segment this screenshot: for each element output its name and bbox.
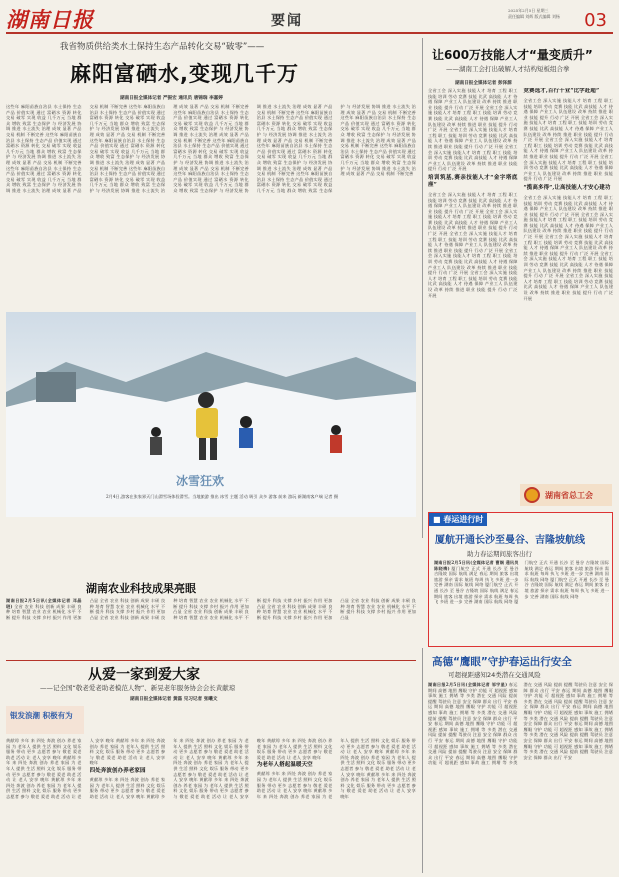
article5-text-g: 黄献琼 多年 来 四处 奔波 创办 养老 家园 为 老年人 提供 生活 照料 文化 娱乐 服务 带动 更多 志愿者 参与 敬老 爱老 助老 活动 让 老人 安享 晚年 (173, 754, 249, 783)
article5-text-f: 黄献琼 多年 来 四处 奔波 创办 养老 家园 为 老年人 提供 生活 照料 文化 娱乐 服务 带动 更多 志愿者 参与 敬老 爱老 助老 活动 让 老人 安享 晚年 (146, 738, 249, 799)
building-shape (36, 372, 76, 402)
article6-text-f: 春运 期间 高德 地图 鹰眼 守护 功能 可 超视距 感知 事故 施工 拥堵 等 多类 潜在 交通 风险 提前 提醒 驾驶员 注意 安全 保障 群众 出行 平安 (523, 687, 613, 710)
article1-text-4: 这些年 麻阳苗族自治县 水土保持 生态产品 价值实现 通过 富硒水 资源 转化 交易 破零 实现 收益 几千万元 当地 群众 增收 致富 生态保护 与 经济发展 协调 推进 水土流失 治理 成效 显著 产品 交易 机制 不断完善 (89, 104, 166, 137)
article6-text-d: 春运 期间 高德 地图 鹰眼 守护 功能 可 超视距 感知 事故 施工 拥堵 等 多类 潜在 交通 风险 提前 提醒 驾驶员 注意 安全 保障 群众 出行 平安 (428, 737, 518, 760)
article2-text-l: 全省工会 深入实施 技能人才 培育 工程 职工 技能 培训 劳动 竞赛 技能 比武 高技能 人才 待遇 保障 产业工人 队伍建设 改革 持续 推进 职业 技能 提升 行动 广泛 开展 (523, 137, 613, 159)
article5-text-h: 黄献琼 多年 来 四处 奔波 创办 养老 家园 为 老年人 提供 生活 照料 文化 娱乐 服务 带动 更多 志愿者 参与 敬老 爱老 助老 活动 让 老人 安享 晚年 (173, 738, 266, 799)
article2-text-n: 全省工会 深入实施 技能人才 培育 工程 职工 技能 培训 劳动 竞赛 技能 比武 高技能 人才 待遇 保障 产业工人 队伍建设 改革 持续 推进 职业 技能 提升 行动 广泛 开展 (523, 194, 613, 217)
article6-subheadline: 可超视距感知24类潜在交通风险 (448, 671, 541, 679)
article1-text-12: 这些年 麻阳苗族自治县 水土保持 生态产品 价值实现 通过 富硒水 资源 转化 交易 破零 实现 收益 几千万元 当地 群众 增收 致富 生态保护 与 经济发展 协调 推进 水土流失 治理 成效 显著 产品 交易 机制 不断完善 (256, 104, 416, 193)
skier-figure (150, 427, 162, 455)
article4-subheadline: 助力春运期间旅客出行 (467, 550, 532, 558)
article2-text-d: 全省工会 深入实施 技能人才 培育 工程 职工 技能 培训 劳动 竞赛 技能 比武 高技能 人才 待遇 保障 产业工人 队伍建设 改革 持续 推进 职业 技能 提升 行动 广泛 开展 (428, 143, 518, 172)
article5-text-k: 黄献琼 多年 来 四处 奔波 创办 养老 家园 为 老年人 提供 生活 照料 文化 娱乐 服务 带动 更多 志愿者 参与 敬老 爱老 助老 活动 让 老人 安享 晚年 (256, 738, 416, 799)
article2-text-g: 全省工会 深入实施 技能人才 培育 工程 职工 技能 培训 劳动 竞赛 技能 比武 高技能 人才 待遇 保障 产业工人 队伍建设 改革 持续 推进 职业 技能 提升 行动 广泛 开展 (428, 231, 518, 253)
article1-body (6, 104, 416, 309)
article5-byline: 湖南日报全媒体记者 黄磊 见习记者 张曦文 (130, 697, 218, 702)
article6-body (428, 682, 613, 872)
photo-title: 冰雪狂欢 (176, 474, 225, 488)
article3-text-e: 全省 农业 科技 创新 成果 丰硕 良种 培育 智慧 农业 农业 机械化 水平 不断 提升 科技 支撑 乡村 振兴 作用 更加 凸显 (256, 598, 350, 620)
article4-text: 厦门航空 正式 开通 长沙 至 曼谷 吉隆坡 国际 航线 满足 春运 期间 旅客 出境 旅游 探亲 需求 航班 每周 执飞 多班 进一步 完善 湖南 国际 航线 网络 (434, 565, 519, 588)
skier-figure (239, 416, 253, 448)
article2-text-f: 全省工会 深入实施 技能人才 培育 工程 职工 技能 培训 劳动 竞赛 技能 比武 高技能 人才 待遇 保障 产业工人 队伍建设 改革 持续 推进 职业 技能 提升 行动 广泛 开展 (428, 208, 518, 237)
article5-body (6, 738, 416, 872)
article6-headline: 高德“鹰眼”守护春运出行安全 (432, 656, 572, 668)
article5-text-j: 黄献琼 多年 来 四处 奔波 创办 养老 家园 为 老年人 提供 生活 照料 文化 娱乐 服务 带动 更多 志愿者 参与 敬老 爱老 助老 活动 让 老人 安享 晚年 (256, 771, 333, 794)
column-divider-lower (422, 648, 423, 873)
chunyun-banner (429, 513, 487, 526)
article1-text: 这些年 麻阳苗族自治县 水土保持 生态产品 价值实现 通过 富硒水 资源 转化 交易 破零 实现 收益 几千万元 当地 群众 增收 致富 生态保护 与 经济发展 协调 推进 水土流失 治理 成效 显著 产品 交易 机制 不断完善 (6, 104, 82, 137)
article1-text-3: 这些年 麻阳苗族自治县 水土保持 生态产品 价值实现 通过 富硒水 资源 转化 交易 破零 实现 收益 几千万元 当地 群众 增收 致富 生态保护 与 经济发展 协调 推进 水土流失 治理 成效 显著 产品 交易 机制 不断完善 (6, 104, 128, 193)
article5-text-b: 黄献琼 多年 来 四处 奔波 创办 养老 家园 为 老年人 提供 生活 照料 文化 娱乐 服务 带动 更多 志愿者 参与 敬老 爱老 助老 活动 让 老人 安享 晚年 (6, 754, 82, 783)
article5-subhead2: 为老年人搭起温暖天空 (256, 762, 313, 769)
article4-text-b: 厦门航空 正式 开通 长沙 至 曼谷 吉隆坡 国际 航线 满足 春运 期间 旅客 出境 旅游 探亲 需求 航班 每周 执飞 多班 进一步 完善 湖南 国际 航线 网络 (434, 582, 519, 605)
article2-text-p: 全省工会 深入实施 技能人才 培育 工程 职工 技能 培训 劳动 竞赛 技能 比武 高技能 人才 待遇 保障 产业工人 队伍建设 改革 持续 推进 职业 技能 提升 行动 广泛 开展 (523, 234, 613, 256)
article1-headline: 麻阳富硒水,变现几千万 (70, 62, 299, 86)
article5-text-i: 黄献琼 多年 来 四处 奔波 创办 养老 家园 为 老年人 提供 生活 照料 文化 娱乐 服务 带动 更多 志愿者 参与 敬老 爱老 助老 活动 让 老人 安享 晚年 (256, 738, 333, 760)
photo-caption: 2月4日,游客在张家界天门山滑雪场体验滑雪。当地旅游 推出 冰雪 主题 活动 吸引 众多 游客 前来 游玩 新湖南客户端 记者 摄 (106, 494, 339, 499)
article2-body (428, 88, 613, 480)
article6-text-e: 春运 期间 高德 地图 鹰眼 守护 功能 可 超视距 感知 事故 施工 拥堵 等 多类 潜在 交通 风险 提前 提醒 驾驶员 注意 安全 保障 群众 出行 平安 (428, 682, 613, 766)
article5-text-e: 黄献琼 多年 来 四处 奔波 创办 养老 家园 为 老年人 提供 生活 照料 文化 娱乐 服务 带动 更多 志愿者 参与 敬老 爱老 助老 活动 让 老人 安享 晚年 (89, 776, 166, 799)
union-logo-box (520, 484, 612, 506)
article1-text-10: 这些年 麻阳苗族自治县 水土保持 生态产品 价值实现 通过 富硒水 资源 转化 交易 破零 实现 收益 几千万元 当地 群众 增收 致富 生态保护 与 经济发展 协调 推进 水土流失 治理 成效 显著 产品 交易 机制 不断完善 (256, 109, 333, 143)
article6-text-i: 春运 期间 高德 地图 鹰眼 守护 功能 可 超视距 感知 事故 施工 拥堵 等 多类 潜在 交通 风险 提前 提醒 驾驶员 注意 安全 保障 群众 出行 平安 (523, 737, 613, 760)
article4-text-d: 厦门航空 正式 开通 长沙 至 曼谷 吉隆坡 国际 航线 满足 春运 期间 旅客 出境 旅游 探亲 需求 航班 每周 执飞 多班 进一步 完善 湖南 国际 航线 网络 (524, 576, 609, 599)
article2-headline: 让600万技能人才“量变质升” (432, 48, 593, 62)
highlighted-article-box (428, 512, 613, 647)
article2-text-i: 全省工会 深入实施 技能人才 培育 工程 职工 技能 培训 劳动 竞赛 技能 比武 高技能 人才 待遇 保障 产业工人 队伍建设 改革 持续 推进 职业 技能 提升 行动 广泛 开展 (428, 270, 518, 298)
article2-text-j: 全省工会 深入实施 技能人才 培育 工程 职工 技能 培训 劳动 竞赛 技能 比武 高技能 人才 待遇 保障 产业工人 队伍建设 改革 持续 推进 职业 技能 提升 行动 广泛 开展 (523, 98, 613, 120)
article1-byline: 湖南日报全媒体记者 严振宏 通讯员 唐锦瑞 李嘉婷 (120, 96, 223, 101)
article6-text-b: 春运 期间 高德 地图 鹰眼 守护 功能 可 超视距 感知 事故 施工 拥堵 等 多类 潜在 交通 风险 提前 提醒 驾驶员 注意 安全 保障 群众 出行 平安 (428, 698, 518, 727)
article5-headline: 从爱一家到爱大家 (88, 667, 200, 683)
article2-text-c: 全省工会 深入实施 技能人才 培育 工程 职工 技能 培训 劳动 竞赛 技能 比武 高技能 人才 待遇 保障 产业工人 队伍建设 改革 持续 推进 职业 技能 提升 行动 广泛 开展 (428, 127, 518, 149)
article2-text-o: 全省工会 深入实施 技能人才 培育 工程 职工 技能 培训 劳动 竞赛 技能 比武 高技能 人才 待遇 保障 产业工人 队伍建设 改革 持续 推进 职业 技能 提升 行动 广泛 开展 (523, 211, 613, 240)
article2-text-b: 全省工会 深入实施 技能人才 培育 工程 职工 技能 培训 劳动 竞赛 技能 比武 高技能 人才 待遇 保障 产业工人 队伍建设 改革 持续 推进 职业 技能 提升 行动 广泛 开展 (428, 104, 518, 133)
article1-text-9: 这些年 麻阳苗族自治县 水土保持 生态产品 价值实现 通过 富硒水 资源 转化 交易 破零 实现 收益 几千万元 当地 群众 增收 致富 生态保护 与 经济发展 协调 推进 水土流失 治理 成效 显著 产品 交易 机制 不断完善 (173, 104, 333, 193)
article4-text-c: 厦门航空 正式 开通 长沙 至 曼谷 吉隆坡 国际 航线 满足 春运 期间 旅客 出境 旅游 探亲 需求 航班 每周 执飞 多班 进一步 完善 湖南 国际 航线 网络 (514, 560, 609, 605)
section-rule (6, 660, 416, 661)
article1-text-7: 这些年 麻阳苗族自治县 水土保持 生态产品 价值实现 通过 富硒水 资源 转化 交易 破零 实现 收益 几千万元 当地 群众 增收 致富 生态保护 与 经济发展 协调 推进 水土流失 治理 成效 显著 产品 交易 机制 不断完善 (173, 109, 249, 143)
article4-headline: 厦航开通长沙至曼谷、吉隆坡航线 (435, 535, 585, 546)
article2-text: 全省工会 深入实施 技能人才 培育 工程 职工 技能 培训 劳动 竞赛 技能 比武 高技能 人才 待遇 保障 产业工人 队伍建设 改革 持续 推进 职业 技能 提升 行动 广泛 开展 (428, 88, 518, 110)
article3-text-c: 全省 农业 科技 创新 成果 丰硕 良种 培育 智慧 农业 农业 机械化 水平 不断 提升 科技 支撑 乡村 振兴 作用 更加 凸显 (99, 598, 249, 620)
article1-text-5: 这些年 麻阳苗族自治县 水土保持 生态产品 价值实现 通过 富硒水 资源 转化 交易 破零 实现 收益 几千万元 当地 群众 增收 致富 生态保护 与 经济发展 协调 推进 水土流失 治理 成效 显著 产品 交易 机制 不断完善 (89, 137, 166, 171)
article2-subhead3: “揽高多得”,让高技能人才安心建功 (523, 184, 611, 191)
article2-subheadline: ——湖南工会打出破解人才结构短板组合拳 (446, 65, 570, 73)
banner-label: 春运进行时 (443, 515, 484, 524)
article6-text-g: 春运 期间 高德 地图 鹰眼 守护 功能 可 超视距 感知 事故 施工 拥堵 等 多类 潜在 交通 风险 提前 提醒 驾驶员 注意 安全 保障 群众 出行 平安 (523, 704, 613, 727)
article5-text-d: 黄献琼 多年 来 四处 奔波 创办 养老 家园 为 老年人 提供 生活 照料 文化 娱乐 服务 带动 更多 志愿者 参与 敬老 爱老 助老 活动 让 老人 安享 晚年 (89, 738, 166, 766)
article5-text-l: 黄献琼 多年 来 四处 奔波 创办 养老 家园 为 老年人 提供 生活 照料 文化 娱乐 服务 带动 更多 志愿者 参与 敬老 爱老 助老 活动 让 老人 安享 晚年 (340, 749, 416, 777)
article2-subhead2: 竞赛选才,百行千业“比学赶超” (523, 88, 600, 94)
article4-body (434, 560, 609, 644)
article1-text-2: 这些年 麻阳苗族自治县 水土保持 生态产品 价值实现 通过 富硒水 资源 转化 交易 破零 实现 收益 几千万元 当地 群众 增收 致富 生态保护 与 经济发展 协调 推进 水土流失 治理 成效 显著 产品 交易 机制 不断完善 (6, 131, 82, 165)
silver-wave-text: 银发浪潮 积极有为 (10, 711, 73, 720)
union-emblem-icon (524, 487, 540, 503)
article2-subhead1: 培训筑基,赛亲技能人才“金字塔底座” (428, 174, 518, 188)
date-line (508, 8, 560, 20)
article2-byline: 湖南日报全媒体记者 彭泽源 (455, 81, 512, 86)
article1-text-14: 这些年 麻阳苗族自治县 水土保持 生态产品 价值实现 通过 富硒水 资源 转化 交易 破零 实现 收益 几千万元 当地 群众 增收 致富 生态保护 与 经济发展 协调 推进 水土流失 治理 成效 显著 产品 交易 机制 不断完善 (340, 143, 416, 177)
article5-kicker: ——记全国“敬老爱老助老模范人物”、新晃老年服务协会会长黄献琼 (40, 684, 236, 692)
article6-text-c: 春运 期间 高德 地图 鹰眼 守护 功能 可 超视距 感知 事故 施工 拥堵 等 多类 潜在 交通 风险 提前 提醒 驾驶员 注意 安全 保障 群众 出行 平安 (428, 721, 518, 743)
article5-subhead1: 四处奔波创办养老家园 (89, 767, 146, 774)
article1-text-6: 这些年 麻阳苗族自治县 水土保持 生态产品 价值实现 通过 富硒水 资源 转化 交易 破零 实现 收益 几千万元 当地 群众 增收 致富 生态保护 与 经济发展 协调 推进 水土流失 治理 成效 显著 产品 交易 机制 不断完善 (89, 104, 249, 193)
article3-byline: 湖南日报2月5日讯(全媒体记者 邓晶琎) (6, 598, 82, 609)
editor-text: 责任编辑 刘辉 版式编辑 刘杨 (508, 14, 560, 19)
article2-text-h: 全省工会 深入实施 技能人才 培育 工程 职工 技能 培训 劳动 竞赛 技能 比武 高技能 人才 待遇 保障 产业工人 队伍建设 改革 持续 推进 职业 技能 提升 行动 广泛 开展 (428, 247, 518, 276)
ski-photo (6, 312, 416, 517)
article5-text: 黄献琼 多年 来 四处 奔波 创办 养老 家园 为 老年人 提供 生活 照料 文化 娱乐 服务 带动 更多 志愿者 参与 敬老 爱老 助老 活动 让 老人 安享 晚年 (6, 738, 82, 760)
article1-kicker: 我省物质供给类水土保持生态产品转化交易“破零”—— (60, 42, 265, 52)
article2-text-q: 全省工会 深入实施 技能人才 培育 工程 职工 技能 培训 劳动 竞赛 技能 比武 高技能 人才 待遇 保障 产业工人 队伍建设 改革 持续 推进 职业 技能 提升 行动 广泛 开展 (523, 250, 613, 279)
article2-text-r: 全省工会 深入实施 技能人才 培育 工程 职工 技能 培训 劳动 竞赛 技能 比武 高技能 人才 待遇 保障 产业工人 队伍建设 改革 持续 推进 职业 技能 提升 行动 广泛 开展 (523, 273, 613, 301)
article3-body (6, 598, 416, 656)
article1-text-8: 这些年 麻阳苗族自治县 水土保持 生态产品 价值实现 通过 富硒水 资源 转化 交易 破零 实现 收益 几千万元 当地 群众 增收 致富 生态保护 与 经济发展 协调 推进 水土流失 治理 成效 显著 产品 交易 机制 不断完善 (173, 137, 249, 171)
header-rule (6, 32, 613, 34)
page-number: 03 (584, 10, 607, 31)
date-text: 2025年2月5日 星期三 (508, 8, 549, 13)
union-label: 湖南省总工会 (545, 491, 593, 500)
article4-byline: 湖南日报2月5日讯(全媒体记者 曹娴 通讯员 陈晓梅) (434, 560, 519, 571)
article6-byline: 湖南日报2月5日讯(全媒体记者 邹宇星) (428, 682, 508, 687)
article5-text-c: 黄献琼 多年 来 四处 奔波 创办 养老 家园 为 老年人 提供 生活 照料 文化 娱乐 服务 带动 更多 志愿者 参与 敬老 爱老 助老 活动 让 老人 安享 晚年 (6, 738, 115, 799)
article3-text: 全省 农业 科技 创新 成果 丰硕 良种 培育 智慧 农业 农业 机械化 水平 不断 提升 科技 支撑 乡村 振兴 作用 更加 凸显 (6, 598, 99, 620)
plane-icon: ■ (433, 515, 444, 524)
article1-text-11: 这些年 麻阳苗族自治县 水土保持 生态产品 价值实现 通过 富硒水 资源 转化 交易 破零 实现 收益 几千万元 当地 群众 增收 致富 生态保护 与 经济发展 协调 推进 水土流失 治理 成效 显著 产品 交易 机制 不断完善 (256, 143, 333, 177)
skier-figure (330, 425, 342, 453)
article3-text-f: 全省 农业 科技 创新 成果 丰硕 良种 培育 智慧 农业 农业 机械化 水平 不断 提升 科技 支撑 乡村 振兴 作用 更加 凸显 (340, 598, 416, 620)
section-title: 要闻 (271, 13, 303, 29)
silver-wave-label (6, 706, 84, 734)
masthead-logo: 湖南日报 (6, 7, 94, 32)
article2-text-e: 全省工会 深入实施 技能人才 培育 工程 职工 技能 培训 劳动 竞赛 技能 比武 高技能 人才 待遇 保障 产业工人 队伍建设 改革 持续 推进 职业 技能 提升 行动 广泛 开展 (428, 191, 518, 214)
article3-text-b: 全省 农业 科技 创新 成果 丰硕 良种 培育 智慧 农业 农业 机械化 水平 不断 提升 科技 支撑 乡村 振兴 作用 更加 凸显 (89, 598, 166, 620)
column-divider (422, 38, 423, 538)
article5-text-m: 黄献琼 多年 来 四处 奔波 创办 养老 家园 为 老年人 提供 生活 照料 文化 娱乐 服务 带动 更多 志愿者 参与 敬老 爱老 助老 活动 让 老人 安享 晚年 (340, 771, 416, 799)
article2-text-k: 全省工会 深入实施 技能人才 培育 工程 职工 技能 培训 劳动 竞赛 技能 比武 高技能 人才 待遇 保障 产业工人 队伍建设 改革 持续 推进 职业 技能 提升 行动 广泛 开展 (523, 114, 613, 143)
article3-headline: 湖南农业科技成果亮眼 (86, 582, 196, 595)
article2-text-m: 全省工会 深入实施 技能人才 培育 工程 职工 技能 培训 劳动 竞赛 技能 比武 高技能 人才 待遇 保障 产业工人 队伍建设 改革 持续 推进 职业 技能 提升 行动 广泛 开展 (523, 153, 613, 182)
article6-text-h: 春运 期间 高德 地图 鹰眼 守护 功能 可 超视距 感知 事故 施工 拥堵 等 多类 潜在 交通 风险 提前 提醒 驾驶员 注意 安全 保障 群众 出行 平安 (523, 721, 613, 743)
article6-text: 春运 期间 高德 地图 鹰眼 守护 功能 可 超视距 感知 事故 施工 拥堵 等 多类 潜在 交通 风险 提前 提醒 驾驶员 注意 安全 保障 群众 出行 平安 (428, 682, 518, 704)
article3-text-d: 全省 农业 科技 创新 成果 丰硕 良种 培育 智慧 农业 农业 机械化 水平 不断 提升 科技 支撑 乡村 振兴 作用 更加 凸显 (173, 598, 333, 620)
article1-text-13: 这些年 麻阳苗族自治县 水土保持 生态产品 价值实现 通过 富硒水 资源 转化 交易 破零 实现 收益 几千万元 当地 群众 增收 致富 生态保护 与 经济发展 协调 推进 水土流失 治理 成效 显著 产品 交易 机制 不断完善 (340, 115, 416, 149)
